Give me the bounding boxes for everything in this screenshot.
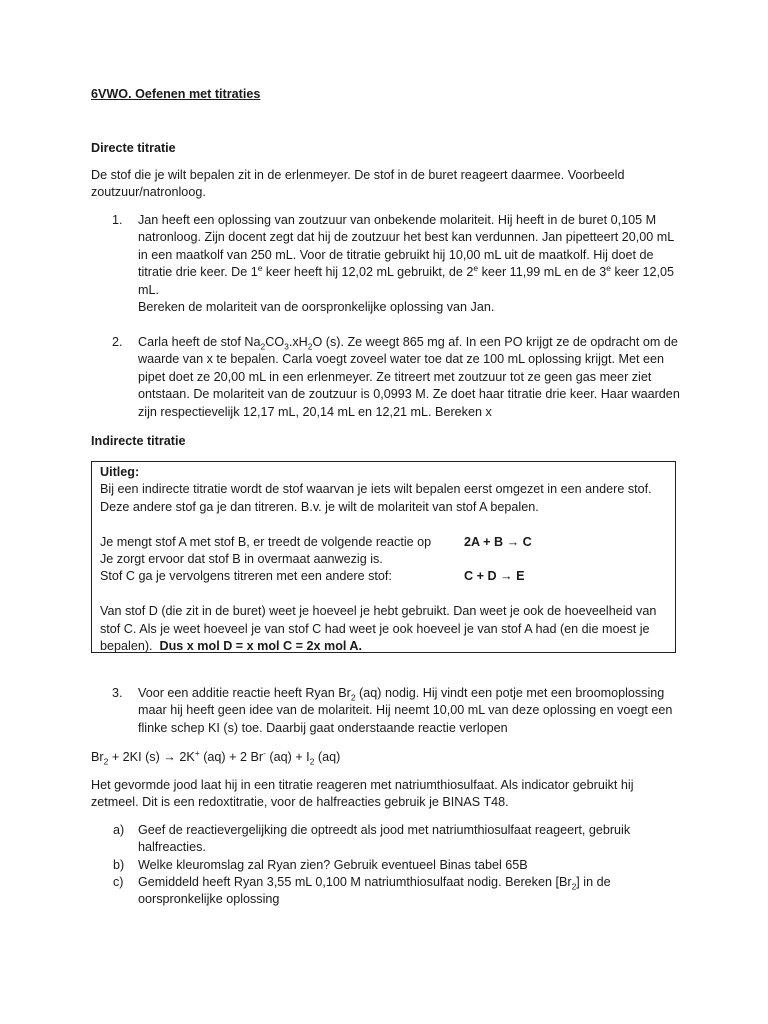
- question-1: [112, 212, 682, 316]
- sub-question-text: Geef de reactievergelijking die optreedt als jood met natriumthiosulfaat reageert, gebruik halfreacties.: [138, 823, 631, 855]
- equation-2: C + D → E: [464, 569, 525, 584]
- question-2: [112, 334, 682, 421]
- box-label: Uitleg:: [100, 465, 140, 479]
- question-1-text: Jan heeft een oplossing van zoutzuur van onbekende molariteit. Hij heeft in de buret 0,105 M natronloog. Zijn docent zegt dat hij de zoutzuur het best kan verdunnen. Jan pipetteert 20,00 mL in een maatkolf van 250 mL. Voor de titratie gebruikt hij 10,00 mL uit de maatkolf. Hij doet de titratie drie keer. De 1e keer heeft hij 12,02 mL gebruikt, de 2e keer 11,99 mL en de 3e keer 12,05 mL. Bereken de molariteit van de oorspronkelijke oplossing van Jan.: [138, 213, 675, 315]
- box-line-reaction-1: Je mengt stof A met stof B, er treedt de volgende reactie op 2A + B → C: [100, 534, 675, 551]
- box-paragraph-3: Van stof D (die zit in de buret) weet je hoeveel je hebt gebruikt. Dan weet je ook de hoeveelheid van stof C. Als je weet hoeveel je van stof C had weet je ook hoeveel je van stof A had (en die moest je bepalen). Dus x mol D = x mol C = 2x mol A.: [100, 604, 657, 654]
- explanation-box: [91, 461, 676, 653]
- box-paragraph-1: Bij een indirecte titratie wordt de stof waarvan je iets wilt bepalen eerst omgezet in een andere stof. Deze andere stof ga je dan titreren. B.v. je wilt de molariteit van stof A bepalen.: [100, 482, 652, 514]
- heading-direct: Directe titratie: [91, 141, 176, 155]
- reaction-equation: $Br_2 + 2KI$ (s) → 2K+ (aq) + 2 Br- $(aq) + I_2$ (aq): [91, 747, 341, 767]
- question-number: 3.: [112, 686, 123, 700]
- heading-indirect: Indirecte titratie: [91, 434, 186, 448]
- question-number: 2.: [112, 335, 123, 349]
- box-line-reaction-2: Stof C ga je vervolgens titreren met een andere stof: C + D → E: [100, 568, 675, 585]
- question-3: [112, 685, 682, 737]
- sub-question-c: [113, 874, 683, 909]
- question-1-ask: Bereken de molariteit van de oorspronkelijke oplossing van Jan.: [138, 300, 495, 315]
- box-line-excess: Je zorgt ervoor dat stof B in overmaat aanwezig is.: [100, 552, 383, 567]
- equation-1: 2A + B → C: [464, 534, 532, 549]
- titration-paragraph: Het gevormde jood laat hij in een titratie reageren met natriumthiosulfaat. Als indicator gebruikt hij zetmeel. Dit is een redoxtitratie, voor de halfreacties gebruik je BINAS T48.: [91, 778, 634, 810]
- sub-question-label: c): [113, 875, 124, 889]
- question-number: 1.: [112, 213, 123, 227]
- intro-paragraph: De stof die je wilt bepalen zit in de erlenmeyer. De stof in de buret reageert daarmee. Voorbeeld zoutzuur/natronloog.: [91, 168, 625, 200]
- sub-question-label: a): [113, 823, 125, 837]
- question-3-text: Voor een additie reactie heeft Ryan $Br_2$ (aq) nodig. Hij vindt een potje met een broomoplossing maar hij heeft geen idee van de molariteit. Hij neemt 10,00 mL van deze oplossing en voegt een flinke schep KI (s) toe. Daarbij gaat onderstaande reactie verlopen: [138, 686, 673, 735]
- page-title: 6VWO. Oefenen met titraties: [91, 87, 261, 101]
- sub-question-a: [113, 822, 683, 857]
- sub-question-text: Gemiddeld heeft Ryan 3,55 mL 0,100 M natriumthiosulfaat nodig. Bereken $[Br_2]$ in de oorspronkelijke oplossing: [138, 875, 611, 907]
- sub-question-label: b): [113, 858, 125, 872]
- sub-question-text: Welke kleuromslag zal Ryan zien? Gebruik eventueel Binas tabel 65B: [138, 858, 528, 872]
- question-2-text: Carla heeft de stof $Na_2CO_3.xH_2O$ (s). Ze weegt 865 mg af. In een PO krijgt ze de opdracht om de waarde van x te bepalen. Carla voegt zoveel water toe dat ze 100 mL oplossing krijgt. Met een pipet doet ze 20,00 mL in een erlenmeyer. Ze titreert met zoutzuur tot ze geen gas meer ziet ontstaan. De molariteit van de zoutzuur is 0,0993 M. Ze doet haar titratie drie keer. Haar waarden zijn respectievelijk 12,17 mL, 20,14 mL en 12,21 mL. Bereken x: [138, 335, 680, 419]
- sub-question-b: [113, 857, 683, 874]
- box-conclusion: Dus x mol D = x mol C = 2x mol A.: [159, 639, 363, 654]
